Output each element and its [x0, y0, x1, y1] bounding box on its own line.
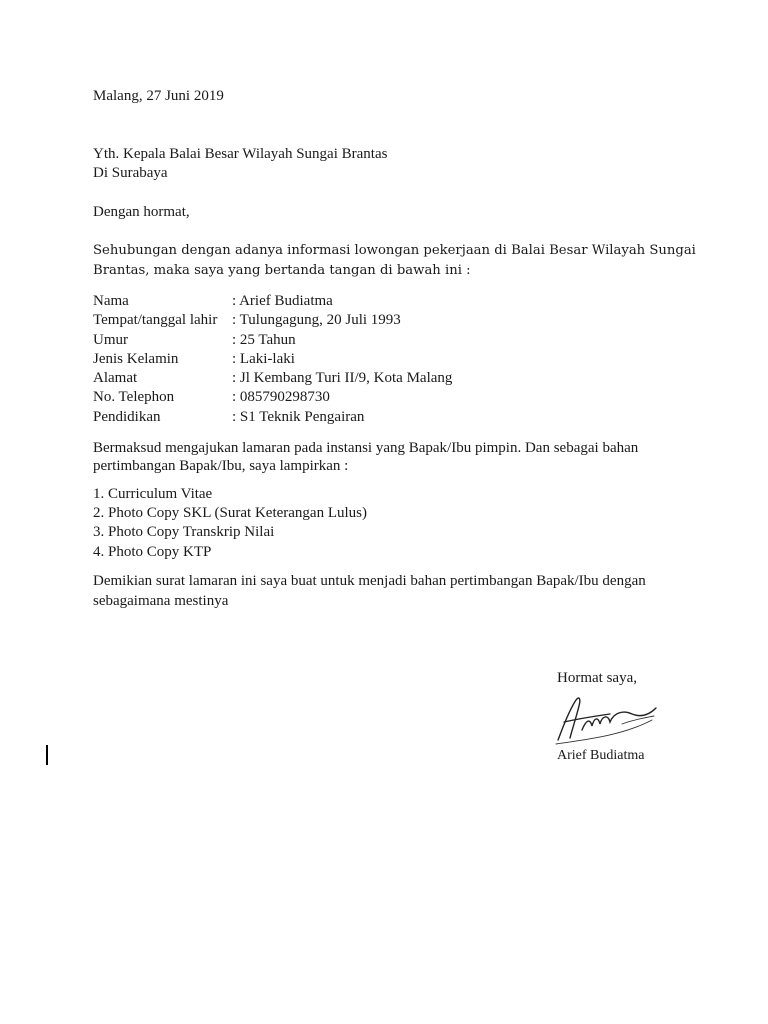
- detail-label: Jenis Kelamin: [93, 351, 179, 367]
- place-date: Malang, 27 Juni 2019: [93, 88, 224, 104]
- detail-label: Pendidikan: [93, 409, 161, 425]
- detail-value: : 085790298730: [232, 389, 330, 405]
- attachment-item: 4. Photo Copy KTP: [93, 544, 212, 560]
- detail-value: : Laki-laki: [232, 351, 295, 367]
- signer-name: Arief Budiatma: [557, 748, 645, 763]
- detail-label: Alamat: [93, 370, 138, 386]
- detail-label: Tempat/tanggal lahir: [93, 312, 218, 328]
- sign-off: Hormat saya,: [557, 670, 637, 686]
- detail-label: No. Telephon: [93, 389, 175, 405]
- text-cursor: [46, 745, 48, 765]
- detail-label: Umur: [93, 332, 128, 348]
- intro-line-1: Sehubungan dengan adanya informasi lowongan pekerjaan di Balai Besar Wilayah Sungai: [93, 243, 696, 258]
- detail-value: : S1 Teknik Pengairan: [232, 409, 365, 425]
- attachment-item: 3. Photo Copy Transkrip Nilai: [93, 524, 275, 540]
- intro-line-2: Brantas, maka saya yang bertanda tangan di bawah ini :: [93, 263, 471, 278]
- attachment-item: 2. Photo Copy SKL (Surat Keterangan Lulus): [93, 505, 367, 521]
- attachment-item: 1. Curriculum Vitae: [93, 486, 213, 502]
- greeting: Dengan hormat,: [93, 204, 190, 220]
- recipient-line-2: Di Surabaya: [93, 165, 168, 181]
- signature-image: [552, 690, 660, 746]
- closing-line-2: sebagaimana mestinya: [93, 593, 229, 609]
- purpose-line-1: Bermaksud mengajukan lamaran pada instansi yang Bapak/Ibu pimpin. Dan sebagai bahan: [93, 440, 639, 456]
- detail-value: : Arief Budiatma: [232, 293, 333, 309]
- closing-line-1: Demikian surat lamaran ini saya buat untuk menjadi bahan pertimbangan Bapak/Ibu dengan: [93, 573, 646, 589]
- recipient-line-1: Yth. Kepala Balai Besar Wilayah Sungai Brantas: [93, 146, 388, 162]
- detail-value: : Jl Kembang Turi II/9, Kota Malang: [232, 370, 453, 386]
- purpose-line-2: pertimbangan Bapak/Ibu, saya lampirkan :: [93, 458, 349, 474]
- detail-value: : 25 Tahun: [232, 332, 296, 348]
- detail-label: Nama: [93, 293, 129, 309]
- detail-value: : Tulungagung, 20 Juli 1993: [232, 312, 401, 328]
